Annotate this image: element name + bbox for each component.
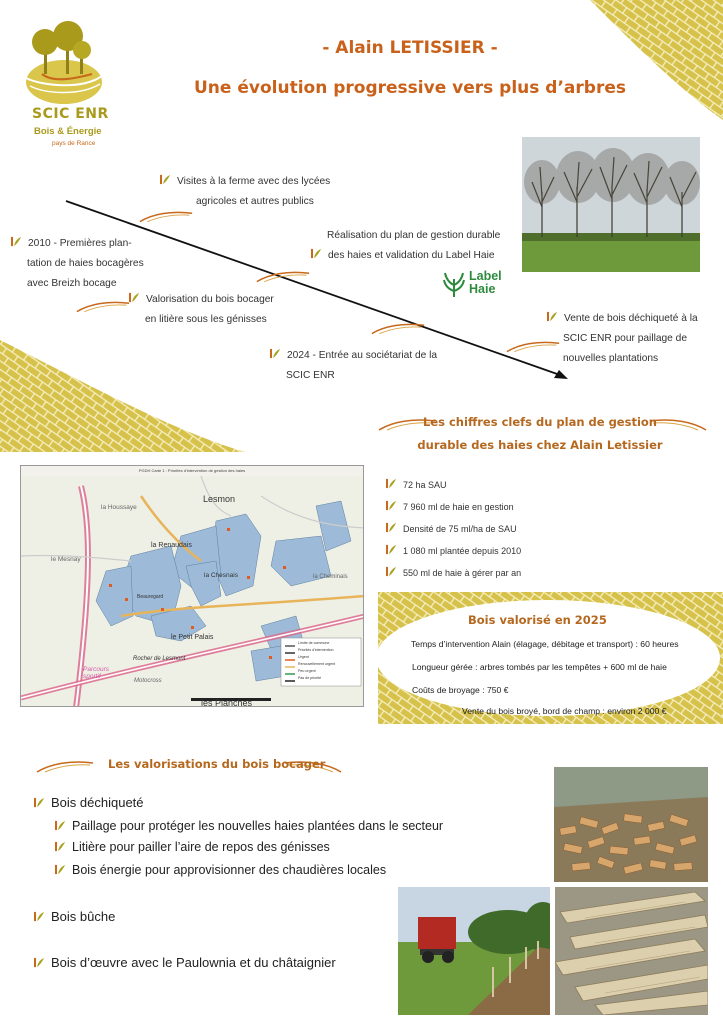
label-haie-logo (443, 269, 513, 299)
leaf-bullet-icon (386, 566, 397, 577)
timeline-item-litiere: Valorisation du bois bocager en litière sous les génisses (129, 290, 274, 330)
kpi-item: 7 960 ml de haie en gestion (386, 500, 514, 512)
key-figures-title: Les chiffres clefs du plan de gestion (423, 415, 657, 429)
leaf-bullet-icon (386, 500, 397, 511)
brand-sub: Bois & Énergie (34, 126, 102, 137)
map-place: Rocher de Lesmont (133, 656, 186, 662)
leaf-bullet-icon (386, 544, 397, 555)
valorisation-main-item: Bois déchiqueté (34, 795, 144, 810)
map-legend-item: Pas de priorité (298, 676, 322, 680)
valorisation-sub-item: Paillage pour protéger les nouvelles haies plantées dans le secteur (55, 819, 443, 833)
leaf-bullet-icon (34, 911, 45, 922)
timeline-item-2010: 2010 - Premières plan- tation de haies bocagères avec Breizh bocage (11, 234, 144, 294)
leaf-bullet-icon (547, 311, 558, 322)
map-legend-item: Peu urgent (298, 669, 316, 673)
map-place: Motocross (134, 678, 162, 684)
swoosh-icon (34, 760, 96, 774)
leaf-bullet-icon (160, 174, 171, 185)
timeline-item-visits: Visites à la ferme avec des lycées agricoles et autres publics (160, 172, 330, 212)
leaf-bullet-icon (55, 841, 66, 852)
leaf-bullet-icon (55, 820, 66, 831)
valorise-title: Bois valorisé en 2025 (468, 613, 607, 627)
woodchips-photo (554, 767, 708, 882)
valorise-line: Temps d’intervention Alain (élagage, débitage et transport) : 60 heures (411, 639, 679, 649)
map-place: le Petit Palais (171, 634, 214, 641)
page-subtitle: Une évolution progressive vers plus d’arbres (194, 78, 626, 98)
map-place: Lesmon (203, 494, 236, 504)
map-place: les Planches (201, 698, 253, 707)
swoosh-icon (370, 322, 426, 336)
leaf-bullet-icon (129, 292, 140, 303)
label-haie-line2: Haie (469, 282, 496, 296)
swoosh-icon (75, 300, 131, 314)
map-place: le Mesnay (51, 556, 81, 563)
valorisation-main-item: Bois d’œuvre avec le Paulownia et du châtaignier (34, 955, 336, 970)
tractor-hedge-photo (398, 887, 550, 1015)
map-legend-item: Limite de commune (298, 641, 330, 645)
valorise-line: Longueur gérée : arbres tombés par les tempêtes + 600 ml de haie (412, 662, 667, 672)
label-haie-icon (443, 271, 465, 297)
timeline-item-plan: Réalisation du plan de gestion durable des haies et validation du Label Haie (311, 226, 500, 266)
map-figure (20, 465, 364, 707)
label-haie-line1: Label (469, 269, 502, 283)
leaf-bullet-icon (34, 957, 45, 968)
map-legend-item: Priorités d'intervention (298, 648, 334, 652)
trees-photo (522, 137, 700, 272)
valorisation-sub-item: Litière pour pailler l’aire de repos des génisses (55, 840, 330, 854)
leaf-bullet-icon (55, 864, 66, 875)
map-header: PGDH Carte 1 : Priorités d'intervention de gestion des haies (138, 468, 246, 473)
map-place: la Houssaye (101, 504, 137, 511)
map-place: Beauregard (137, 594, 164, 600)
key-figures-title-2: durable des haies chez Alain Letissier (417, 438, 663, 452)
valorise-line: Vente du bois broyé, bord de champ : environ 2 000 € (462, 706, 667, 716)
leaf-bullet-icon (386, 478, 397, 489)
kpi-item: Densité de 75 ml/ha de SAU (386, 522, 517, 534)
leaf-bullet-icon (311, 248, 322, 259)
leaf-bullet-icon (34, 797, 45, 808)
pattern-right-valorise (378, 592, 723, 724)
brand-name: SCIC ENR (32, 106, 109, 122)
swoosh-icon (138, 210, 194, 224)
map-legend-item: Renouvellement urgent (298, 662, 336, 666)
timeline-item-2024: 2024 - Entrée au sociétariat de la SCIC ENR (270, 346, 437, 386)
kpi-item: 72 ha SAU (386, 478, 447, 490)
map-legend-item: Urgent (298, 655, 309, 659)
map-place: la Cheminais (313, 574, 348, 580)
map-place: la Chesnais (204, 572, 238, 579)
brand-tag: pays de Rance (52, 140, 96, 147)
leaf-bullet-icon (270, 348, 281, 359)
swoosh-icon (255, 270, 311, 284)
valorisation-main-item: Bois bûche (34, 909, 115, 924)
timeline-item-vente: Vente de bois déchiqueté à la SCIC ENR pour paillage de nouvelles plantations (547, 309, 698, 369)
leaf-bullet-icon (386, 522, 397, 533)
valorisation-sub-item: Bois énergie pour approvisionner des chaudières locales (55, 863, 386, 877)
leaf-bullet-icon (11, 236, 22, 247)
map-place: Parcours sportif (83, 666, 110, 680)
map-place: la Renaudais (151, 542, 192, 549)
page-title: - Alain LETISSIER - (322, 38, 498, 58)
timber-beams-photo (555, 887, 708, 1015)
kpi-item: 1 080 ml plantée depuis 2010 (386, 544, 521, 556)
valorisations-title: Les valorisations du bois bocager (108, 757, 326, 771)
valorise-line: Coûts de broyage : 750 € (412, 685, 509, 695)
kpi-item: 550 ml de haie à gérer par an (386, 566, 521, 578)
